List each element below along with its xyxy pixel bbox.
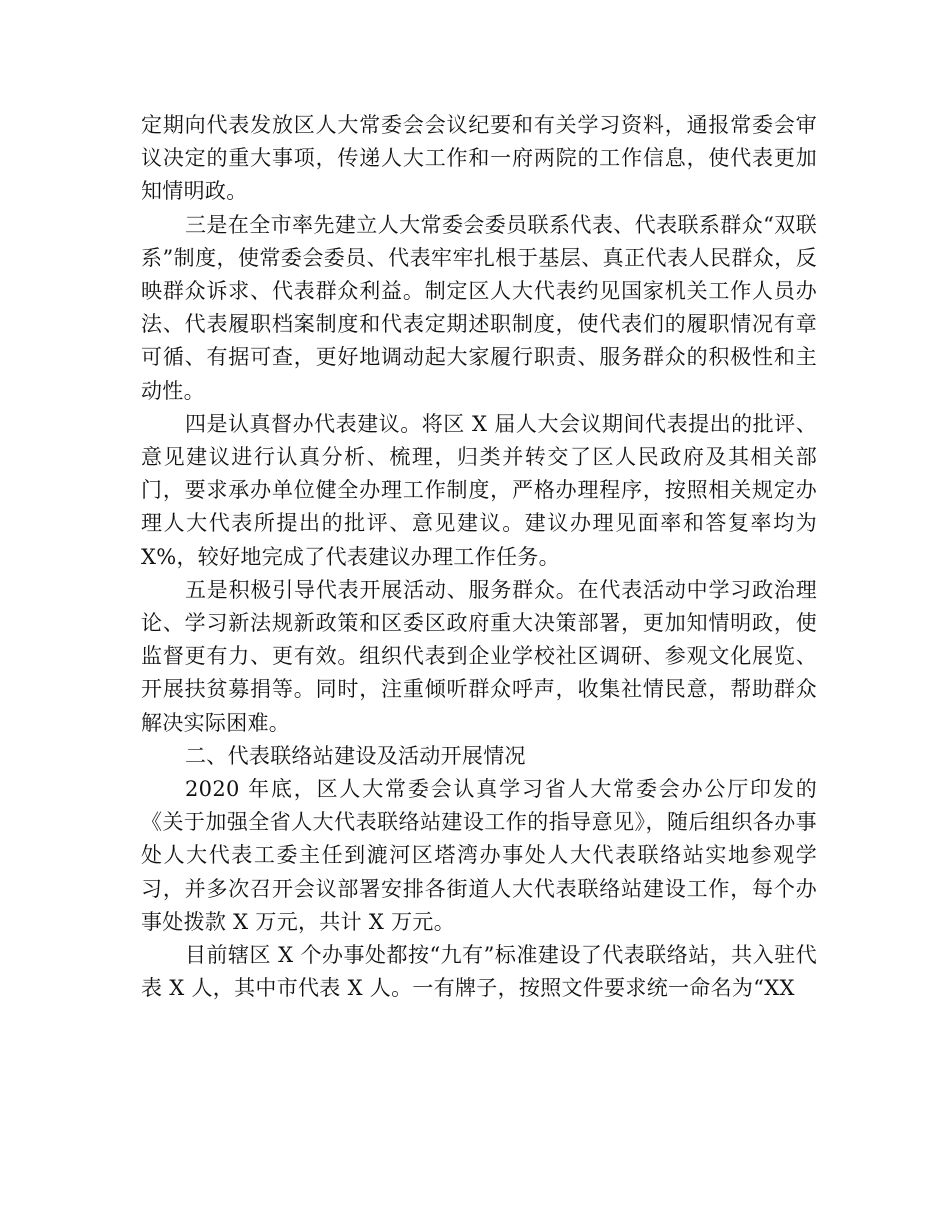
section-heading-liaison-stations: 二、代表联络站建设及活动开展情况 bbox=[185, 743, 526, 768]
paragraph-guide-activities: 五是积极引导代表开展活动、服务群众。在代表活动中学习政治理论、学习新法规新政策和区委区政府重大决策部署，更加知情明政，使监督更有力、更有效。组织代表到企业学校社区调研、参观文化展览、开展扶贫募捐等。同时，注重倾听群众呼声，收集社情民意，帮助群众解决实际困难。 bbox=[141, 577, 817, 735]
paragraph-continuation: 定期向代表发放区人大常委会会议纪要和有关学习资料，通报常委会审议决定的重大事项，传递人大工作和一府两院的工作信息，使代表更加知情明政。 bbox=[141, 113, 817, 204]
paragraph-dual-contact-system: 三是在全市率先建立人大常委会委员联系代表、代表联系群众“双联系”制度，使常委会委员、代表牢牢扎根于基层、真正代表人民群众，反映群众诉求、代表群众利益。制定区人大代表约见国家机关工作人员办法、代表履职档案制度和代表定期述职制度，使代表们的履职情况有章可循、有据可查，更好地调动起大家履行职责、服务群众的积极性和主动性。 bbox=[141, 212, 817, 403]
paragraph-2020-construction: 2020 年底，区人大常委会认真学习省人大常委会办公厅印发的《关于加强全省人大代表联络站建设工作的指导意见》，随后组织各办事处人大代表工委主任到漉河区塔湾办事处人大代表联络站实地参观学习，并多次召开会议部署安排各街道人大代表联络站建设工作，每个办事处拨款 X 万元，共计 X 万元。 bbox=[141, 777, 817, 934]
paragraph-supervise-suggestions: 四是认真督办代表建议。将区 X 届人大会议期间代表提出的批评、意见建议进行认真分析、梳理，归类并转交了区人民政府及其相关部门，要求承办单位健全办理工作制度，严格办理程序，按照相关规定办理人大代表所提出的批评、意见建议。建议办理见面率和答复率均为 X%，较好地完成了代表建议办理工作任务。 bbox=[141, 411, 817, 569]
paragraph-nine-haves-standard: 目前辖区 X 个办事处都按“九有”标准建设了代表联络站，共入驻代表 X 人，其中市代表 X 人。一有牌子，按照文件要求统一命名为“XX bbox=[141, 943, 817, 1001]
document-body bbox=[141, 109, 817, 1005]
